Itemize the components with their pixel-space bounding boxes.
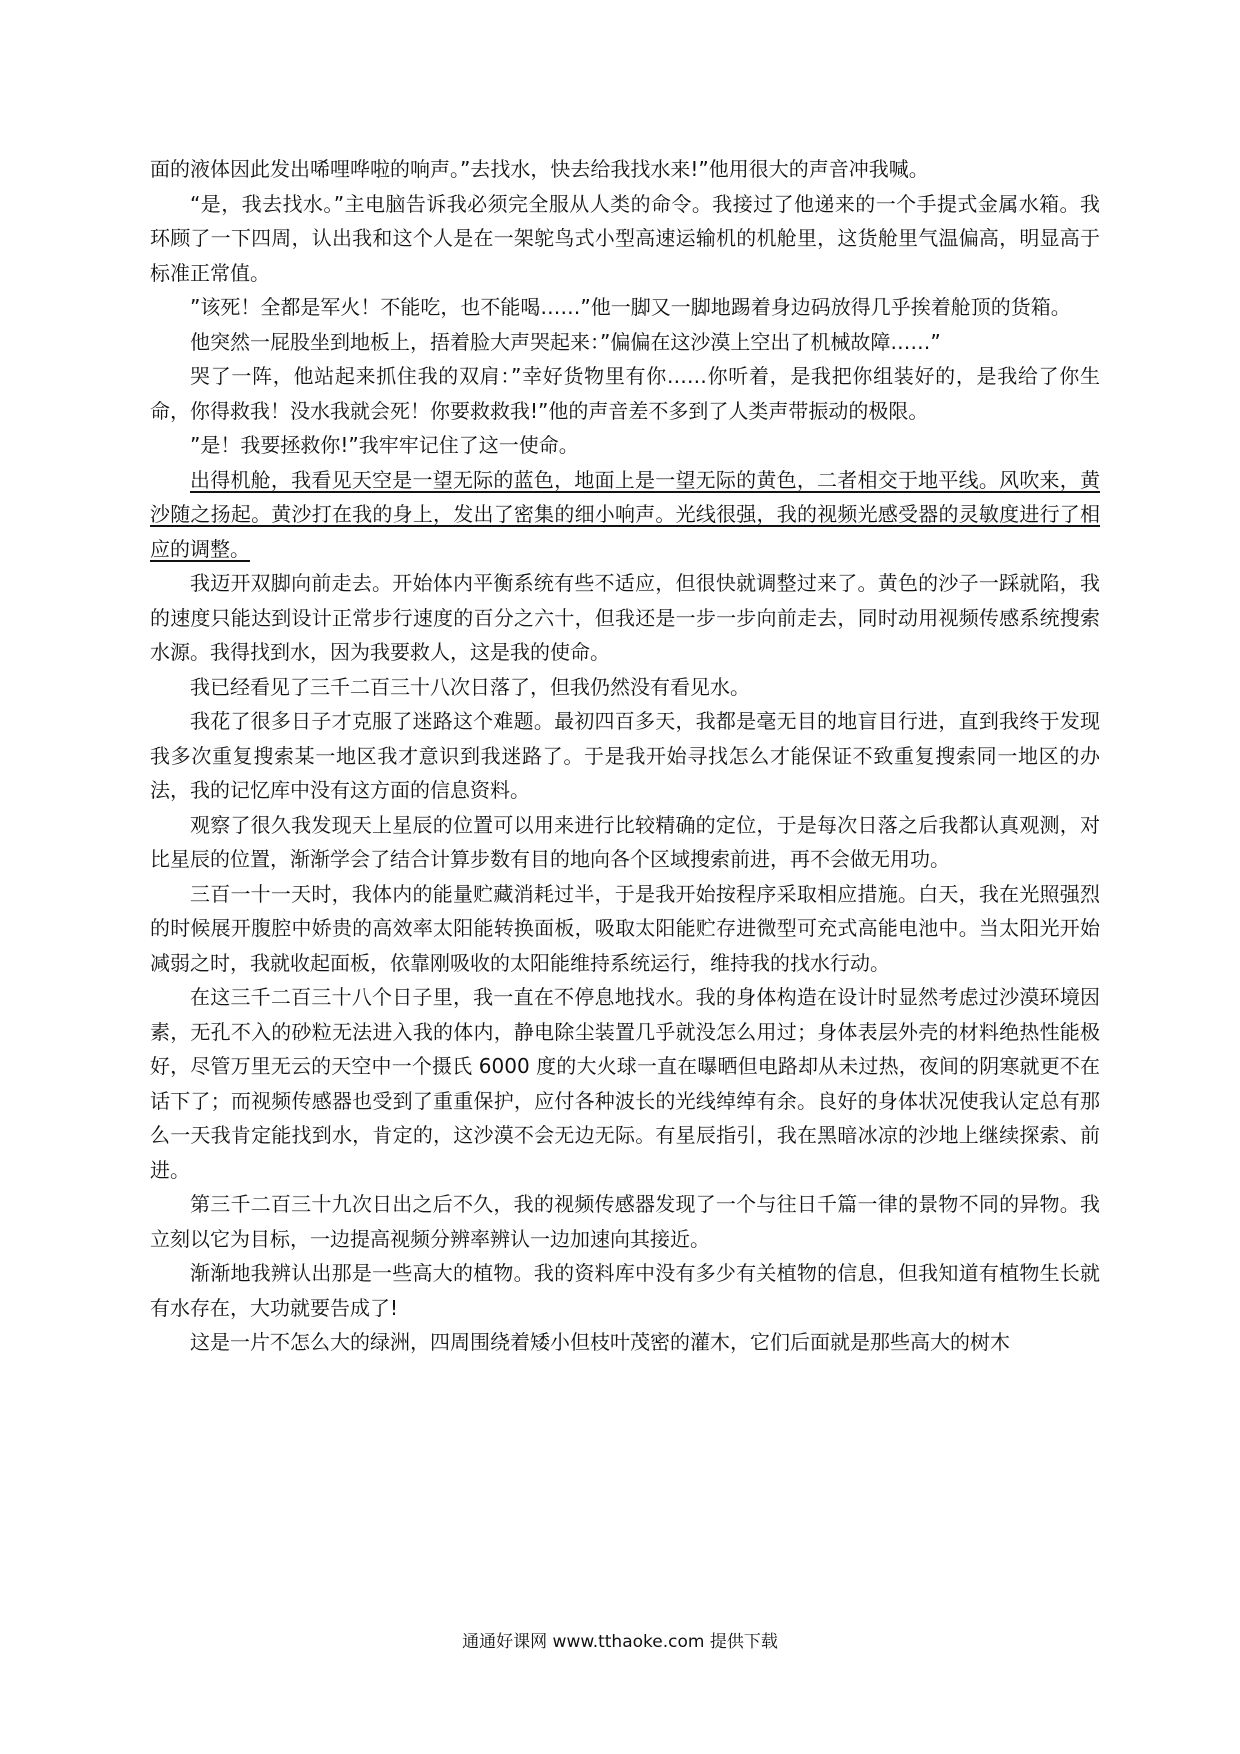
paragraph-2: “是，我去找水。”主电脑告诉我必须完全服从人类的命令。我接过了他递来的一个手提式金属水箱。我环顾了一下四周，认出我和这个人是在一架鸵鸟式小型高速运输机的机舱里，这货舱里气温偏高，明显高于标准正常值。 (150, 191, 1100, 285)
document-body (150, 152, 1100, 1360)
page-footer: 通通好课网 www.tthaoke.com 提供下载 (462, 1632, 778, 1652)
paragraph-13: 在这三千二百三十八个日子里，我一直在不停息地找水。我的身体构造在设计时显然考虑过沙漠环境因素，无孔不入的砂粒无法进入我的体内，静电除尘装置几乎就没怎么用过；身体表层外壳的材料绝热性能极好，尽管万里无云的天空中一个摄氏 6000 度的大火球一直在曝晒但电路却从未过热，夜间的阴寒就更不在话下了；而视频传感器也受到了重重保护，应付各种波长的光线绰绰有余。良好的身体状况使我认定总有那么一天我肯定能找到水，肯定的，这沙漠不会无边无际。有星辰指引，我在黑暗冰凉的沙地上继续探索、前进。 (150, 985, 1100, 1182)
paragraph-14: 第三千二百三十九次日出之后不久，我的视频传感器发现了一个与往日千篇一律的景物不同的异物。我立刻以它为目标，一边提高视频分辨率辨认一边加速向其接近。 (150, 1192, 1100, 1251)
paragraph-15: 渐渐地我辨认出那是一些高大的植物。我的资料库中没有多少有关植物的信息，但我知道有植物生长就有水存在，大功就要告成了! (150, 1261, 1100, 1320)
paragraph-10: 我花了很多日子才克服了迷路这个难题。最初四百多天，我都是毫无目的地盲目行进，直到我终于发现我多次重复搜索某一地区我才意识到我迷路了。于是我开始寻找怎么才能保证不致重复搜索同一地区的办法，我的记忆库中没有这方面的信息资料。 (150, 709, 1100, 802)
paragraph-1: 面的液体因此发出唏哩哗啦的响声。”去找水，快去给我找水来!”他用很大的声音冲我喊。 (150, 157, 929, 181)
paragraph-16: 这是一片不怎么大的绿洲，四周围绕着矮小但枝叶茂密的灌木，它们后面就是那些高大的树木 (190, 1330, 1010, 1354)
paragraph-7-underlined: 出得机舱，我看见天空是一望无际的蓝色，地面上是一望无际的黄色，二者相交于地平线。风吹来，黄沙随之扬起。黄沙打在我的身上，发出了密集的细小响声。光线很强，我的视频光感受器的灵敏度进行了相应的调整。 (150, 467, 1100, 561)
paragraph-9: 我已经看见了三千二百三十八次日落了，但我仍然没有看见水。 (190, 674, 750, 699)
paragraph-6: ”是！我要拯救你!”我牢牢记住了这一使命。 (190, 433, 579, 457)
paragraph-11: 观察了很久我发现天上星辰的位置可以用来进行比较精确的定位，于是每次日落之后我都认真观测，对比星辰的位置，渐渐学会了结合计算步数有目的地向各个区域搜索前进，再不会做无用功。 (150, 812, 1100, 871)
paragraph-8: 我迈开双脚向前走去。开始体内平衡系统有些不适应，但很快就调整过来了。黄色的沙子一踩就陷，我的速度只能达到设计正常步行速度的百分之六十，但我还是一步一步向前走去，同时动用视频传感系统搜索水源。我得找到水，因为我要救人，这是我的使命。 (150, 571, 1100, 664)
paragraph-4: 他突然一屁股坐到地板上，捂着脸大声哭起来：”偏偏在这沙漠上空出了机械故障……” (190, 329, 941, 354)
paragraph-12: 三百一十一天时，我体内的能量贮藏消耗过半，于是我开始按程序采取相应措施。白天，我在光照强烈的时候展开腹腔中娇贵的高效率太阳能转换面板，吸取太阳能贮存进微型可充式高能电池中。当太阳光开始减弱之时，我就收起面板，依靠刚吸收的太阳能维持系统运行，维持我的找水行动。 (150, 881, 1100, 975)
paragraph-3: ”该死！全都是军火！不能吃，也不能喝……”他一脚又一脚地踢着身边码放得几乎挨着舱顶的货箱。 (190, 295, 1071, 319)
paragraph-5: 哭了一阵，他站起来抓住我的双肩：”幸好货物里有你……你听着，是我把你组装好的，是我给了你生命，你得救我！没水我就会死！你要救救我!”他的声音差不多到了人类声带振动的极限。 (150, 364, 1100, 423)
